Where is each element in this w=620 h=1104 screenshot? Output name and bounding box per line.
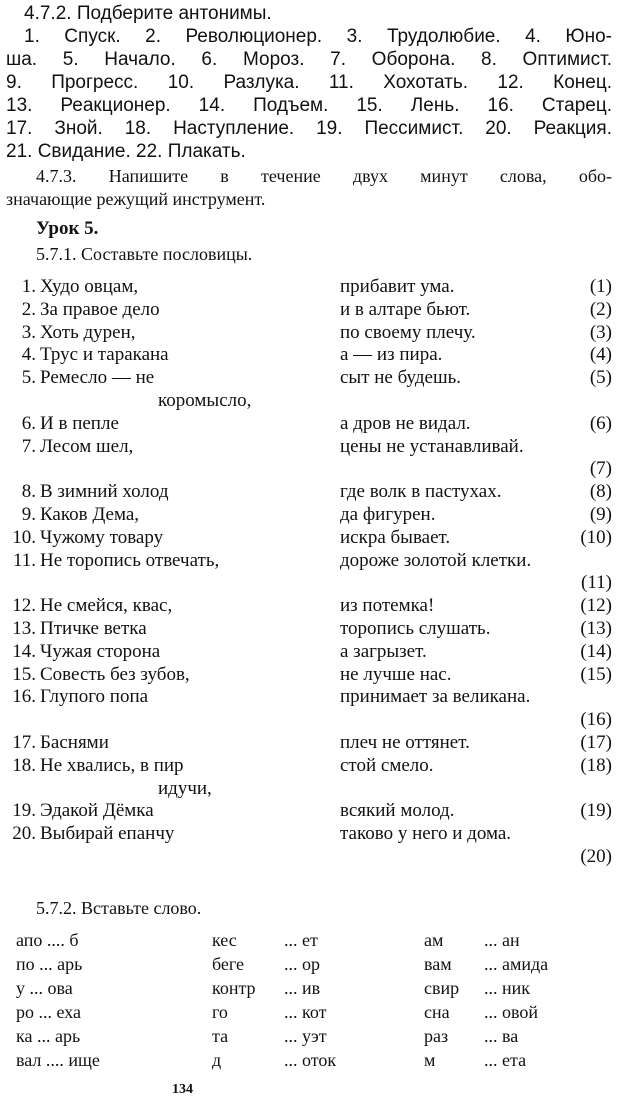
proverb-row [0, 641, 620, 664]
ending-index: (18) [580, 754, 612, 776]
proverb-ending: а — из пира. [340, 344, 443, 366]
proverb-start: Чужому товару [40, 526, 164, 548]
ending-index: (2) [589, 298, 612, 320]
proverb-ending: торопись слушать. [340, 618, 491, 639]
word-fragment: ... ва [484, 1026, 519, 1046]
text-line: 4.7.2. Подберите антонимы. [24, 3, 272, 24]
word-fragment: м [424, 1050, 436, 1070]
proverb-row [0, 595, 620, 618]
ending-index: (8) [589, 481, 612, 503]
proverb-ending: плеч не оттянет. [340, 732, 470, 753]
ending-index: (13) [580, 618, 612, 639]
proverb-row [0, 367, 620, 390]
proverb-row [0, 686, 620, 709]
word-fragment: свир [424, 978, 460, 998]
word-fragment: ... ник [484, 978, 531, 998]
ending-index: (4) [589, 344, 612, 366]
word-fragment: ... кот [284, 1002, 327, 1022]
word-fragment: ро ... еха [16, 1002, 82, 1022]
proverb-number: 8. [21, 481, 36, 503]
proverb-start: Трус и таракана [40, 344, 169, 366]
word-fragment: кес [212, 930, 237, 950]
proverb-start: Чужая сторона [40, 640, 161, 662]
ending-index: (7) [589, 458, 612, 480]
ending-index: (12) [580, 595, 612, 617]
proverb-number: 9. [21, 504, 36, 525]
proverb-ending: стой смело. [340, 754, 434, 776]
text-line: 17. Зной. 18. Наступление. 19. Пессимист. 20. Реакция. [6, 118, 612, 139]
proverb-start: Ремесло — не [40, 367, 155, 389]
word-fragment: апо .... б [16, 930, 79, 950]
proverb-start-continuation: идучи, [158, 777, 212, 799]
proverb-number: 3. [21, 321, 36, 343]
proverb-start: Баснями [40, 732, 109, 753]
word-grid-row [16, 1050, 612, 1074]
word-fragment: у ... ова [16, 978, 73, 998]
text-line: 4.7.3. Напишите в течение двух минут слова, обо- [36, 166, 612, 186]
proverb-ending: из потемка! [340, 595, 435, 617]
proverb-start: И в пепле [40, 412, 119, 434]
proverb-ending: а загрызет. [340, 640, 427, 662]
proverb-row [0, 504, 620, 527]
proverb-start: Глупого попа [40, 686, 149, 708]
ending-index: (11) [581, 572, 612, 594]
proverb-ending: всякий молод. [340, 800, 455, 822]
proverb-continuation-row [0, 390, 620, 413]
ending-index: (15) [580, 663, 612, 685]
word-fragment: ... ет [284, 930, 318, 950]
word-grid [16, 930, 612, 1074]
ending-index: (10) [580, 526, 612, 548]
proverb-ending: цены не устанавливай. [340, 435, 524, 457]
proverb-row [0, 299, 620, 322]
word-fragment: по ... арь [16, 954, 83, 974]
word-fragment: вал .... ище [16, 1050, 100, 1070]
proverb-row [0, 276, 620, 299]
proverb-number: 14. [12, 640, 36, 662]
word-fragment: го [212, 1002, 228, 1022]
word-fragment: ка ... арь [16, 1026, 81, 1046]
proverb-start: Не торопись отвечать, [40, 549, 220, 571]
proverb-row [0, 322, 620, 345]
proverb-number: 18. [12, 754, 36, 776]
proverb-number: 20. [12, 823, 36, 845]
word-fragment: ... ив [284, 978, 321, 998]
text-line: 1. Спуск. 2. Революционер. 3. Трудолюбие. 4. Юно- [24, 26, 612, 47]
proverb-start: Выбирай епанчу [40, 823, 175, 845]
proverb-ending: где волк в пастухах. [340, 481, 502, 503]
proverb-row [0, 823, 620, 846]
ending-index: (1) [589, 276, 612, 297]
proverb-ending: искра бывает. [340, 526, 451, 548]
proverb-start: Птичке ветка [40, 618, 147, 639]
ending-index: (9) [589, 504, 612, 525]
proverb-number: 6. [21, 412, 36, 434]
proverb-number: 12. [12, 595, 36, 617]
proverb-ending: а дров не видал. [340, 412, 471, 434]
proverb-number: 13. [12, 618, 36, 639]
word-grid-row [16, 954, 612, 978]
word-fragment: вам [424, 954, 452, 974]
proverb-start-continuation: коромысло, [158, 390, 252, 411]
ending-index: (5) [589, 367, 612, 389]
text-line: 9. Прогресс. 10. Разлука. 11. Хохотать. 12. Конец. [6, 72, 612, 93]
word-fragment: ... овой [484, 1002, 539, 1022]
page-number: 134 [172, 1082, 193, 1097]
ending-index: (6) [589, 412, 612, 434]
word-fragment: беге [212, 954, 245, 974]
exercise-5-7-2-title: 5.7.2. Вставьте слово. [36, 898, 202, 918]
proverb-number: 16. [12, 686, 36, 708]
proverb-start: Совесть без зубов, [40, 663, 190, 685]
word-fragment: ... ан [484, 930, 520, 950]
proverb-start: Лесом шел, [40, 435, 134, 457]
proverb-start: В зимний холод [40, 481, 169, 503]
proverb-start: Каков Дема, [40, 504, 140, 525]
proverb-row [0, 413, 620, 436]
proverb-row [0, 550, 620, 573]
text-line: 13. Реакционер. 14. Подъем. 15. Лень. 16. Старец. [6, 95, 612, 116]
text-line: значающие режущий инструмент. [6, 189, 266, 209]
word-fragment: ... оток [284, 1050, 337, 1070]
proverb-number: 5. [21, 367, 36, 389]
proverb-start: Эдакой Дёмка [40, 800, 154, 822]
proverb-number: 1. [21, 276, 36, 297]
word-grid-row [16, 978, 612, 1002]
proverb-number: 2. [21, 298, 36, 320]
proverb-start: За правое дело [40, 298, 160, 320]
ending-index: (16) [580, 709, 612, 731]
proverb-row [0, 436, 620, 459]
proverb-number: 19. [12, 800, 36, 822]
ending-index: (3) [589, 321, 612, 343]
proverb-number: 17. [12, 732, 36, 753]
proverb-row [0, 664, 620, 687]
word-fragment: та [212, 1026, 229, 1046]
exercise-4-7-3 [6, 165, 612, 211]
word-fragment: ... ета [484, 1050, 527, 1070]
proverb-row [0, 481, 620, 504]
proverb-ending: таково у него и дома. [340, 823, 512, 845]
proverb-row [0, 732, 620, 755]
proverb-row [0, 800, 620, 823]
proverb-ending: да фигурен. [340, 504, 436, 525]
proverb-number: 15. [12, 663, 36, 685]
ending-index: (20) [580, 846, 612, 867]
exercise-5-7-1-title: 5.7.1. Составьте пословицы. [36, 244, 253, 264]
word-fragment: ... амида [484, 954, 549, 974]
proverb-start: Хоть дурен, [40, 321, 136, 343]
proverb-ending: принимает за великана. [340, 686, 531, 708]
word-fragment: сна [424, 1002, 450, 1022]
proverb-number: 11. [12, 549, 36, 571]
word-grid-row [16, 930, 612, 954]
proverb-number: 10. [12, 526, 36, 548]
word-grid-row [16, 1002, 612, 1026]
proverb-row [0, 344, 620, 367]
proverb-start: Не хвались, в пир [40, 754, 184, 776]
ending-index: (17) [580, 732, 612, 753]
proverb-ending: дороже золотой клетки. [340, 549, 532, 571]
word-grid-row [16, 1026, 612, 1050]
proverb-ending: прибавит ума. [340, 276, 455, 297]
proverb-row [0, 527, 620, 550]
proverb-number: 4. [21, 344, 36, 366]
word-fragment: д [212, 1050, 222, 1070]
text-line: 21. Свидание. 22. Плакать. [6, 141, 246, 162]
word-fragment: ам [424, 930, 444, 950]
word-fragment: ... уэт [284, 1026, 327, 1046]
proverb-start: Худо овцам, [40, 276, 139, 297]
proverb-ending: не лучше нас. [340, 663, 452, 685]
proverb-row [0, 618, 620, 641]
proverb-ending: по своему плечу. [340, 321, 476, 343]
proverb-continuation-row [0, 778, 620, 801]
word-fragment: раз [424, 1026, 449, 1046]
proverb-row [0, 755, 620, 778]
proverb-start: Не смейся, квас, [40, 595, 173, 617]
word-fragment: контр [212, 978, 256, 998]
ending-index: (14) [580, 640, 612, 662]
text-line: ша. 5. Начало. 6. Мороз. 7. Оборона. 8. Оптимист. [6, 49, 612, 70]
proverb-ending: и в алтаре бьют. [340, 298, 471, 320]
word-fragment: ... ор [284, 954, 320, 974]
lesson-heading: Урок 5. [36, 218, 99, 239]
exercise-4-7-2 [6, 2, 612, 163]
proverb-number: 7. [21, 435, 36, 457]
ending-index: (19) [580, 800, 612, 822]
proverb-ending: сыт не будешь. [340, 367, 461, 389]
